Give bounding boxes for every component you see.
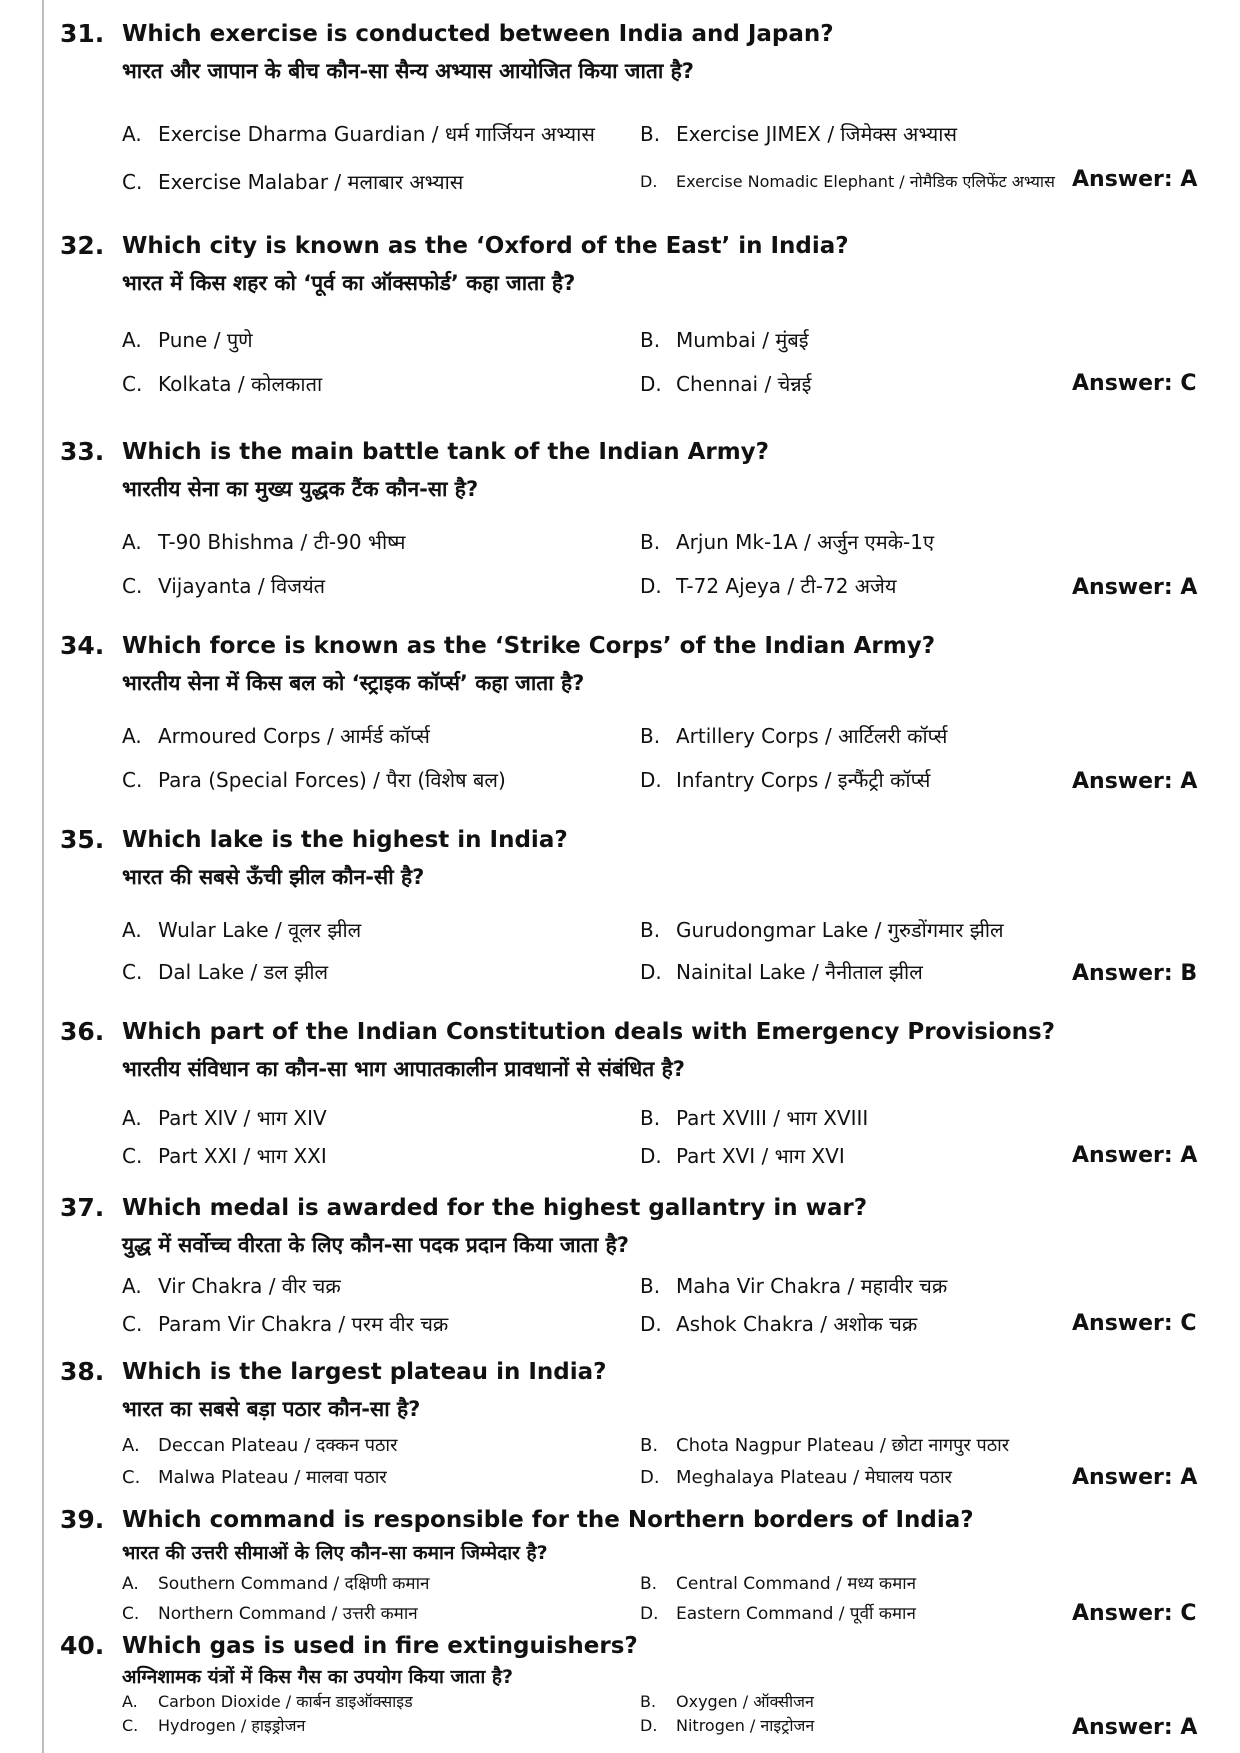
option-letter: B. [640, 328, 661, 352]
option-text: T-72 Ajeya / टी-72 अजेय [676, 574, 897, 598]
option-b [640, 916, 1004, 944]
question-text-hi: भारत की उत्तरी सीमाओं के लिए कौन-सा कमान जिम्मेदार है? [122, 1542, 548, 1564]
option-d [640, 1602, 916, 1626]
answer-label: Answer: A [1072, 167, 1198, 192]
option-letter: B. [640, 1274, 661, 1298]
option-d [640, 1714, 814, 1738]
option-letter: B. [640, 530, 661, 554]
question-text-en: Which is the largest plateau in India? [122, 1359, 607, 1385]
option-letter: D. [640, 768, 662, 792]
option-letter: A. [122, 1435, 140, 1456]
option-letter: D. [640, 172, 658, 191]
option-letter: C. [122, 768, 143, 792]
option-a [122, 1104, 327, 1132]
answer-label: Answer: C [1072, 371, 1197, 396]
option-letter: D. [640, 1716, 658, 1735]
option-letter: B. [640, 122, 661, 146]
question-text-hi: भारत और जापान के बीच कौन-सा सैन्य अभ्यास आयोजित किया जाता है? [122, 59, 694, 83]
option-text: Deccan Plateau / दक्कन पठार [158, 1435, 398, 1456]
option-letter: B. [640, 1106, 661, 1130]
question-number: 39. [60, 1505, 105, 1534]
option-c [122, 958, 328, 986]
option-text: Part XIV / भाग XIV [158, 1106, 327, 1130]
question-number: 31. [60, 19, 105, 48]
option-text: Part XVI / भाग XVI [676, 1144, 845, 1168]
question-text-hi: भारत की सबसे ऊँची झील कौन-सी है? [122, 865, 425, 889]
question-text-hi: भारतीय सेना का मुख्य युद्धक टैंक कौन-सा है? [122, 477, 479, 501]
option-b [640, 1572, 916, 1596]
option-text: Part XXI / भाग XXI [158, 1144, 327, 1168]
question-number: 32. [60, 231, 105, 260]
answer-label: Answer: C [1072, 1601, 1197, 1626]
option-c [122, 1602, 418, 1626]
option-letter: C. [122, 372, 143, 396]
question-text-hi: भारतीय सेना में किस बल को ‘स्ट्राइक कॉर्प्स’ कहा जाता है? [122, 671, 585, 695]
option-text: Chota Nagpur Plateau / छोटा नागपुर पठार [676, 1435, 1010, 1456]
question-text-en: Which exercise is conducted between India and Japan? [122, 21, 834, 47]
option-b [640, 120, 957, 148]
option-c [122, 1464, 387, 1492]
answer-label: Answer: A [1072, 575, 1198, 600]
option-d [640, 1464, 952, 1492]
option-d [640, 168, 1055, 196]
option-d [640, 766, 930, 794]
option-text: Dal Lake / डल झील [158, 960, 329, 984]
option-c [122, 572, 325, 600]
option-text: Mumbai / मुंबई [676, 328, 809, 352]
option-text: Meghalaya Plateau / मेघालय पठार [676, 1467, 953, 1488]
option-text: Vir Chakra / वीर चक्र [158, 1274, 341, 1298]
option-text: T-90 Bhishma / टी-90 भीष्म [158, 530, 406, 554]
option-text: Param Vir Chakra / परम वीर चक्र [158, 1312, 449, 1336]
question-text-hi: भारत का सबसे बड़ा पठार कौन-सा है? [122, 1397, 421, 1421]
option-d [640, 1310, 917, 1338]
answer-label: Answer: A [1072, 769, 1198, 794]
option-text: Malwa Plateau / मालवा पठार [158, 1467, 387, 1488]
option-text: Central Command / मध्य कमान [676, 1574, 917, 1594]
left-margin-line [42, 0, 44, 1753]
option-text: Part XVIII / भाग XVIII [676, 1106, 869, 1130]
question-text-en: Which command is responsible for the Northern borders of India? [122, 1507, 974, 1533]
question-text-hi: भारत में किस शहर को ‘पूर्व का ऑक्सफोर्ड’ कहा जाता है? [122, 271, 576, 295]
option-b [640, 1272, 947, 1300]
question-text-hi: भारतीय संविधान का कौन-सा भाग आपातकालीन प्रावधानों से संबंधित है? [122, 1057, 685, 1081]
option-c [122, 1714, 305, 1738]
option-text: Chennai / चेन्नई [676, 372, 812, 396]
option-c [122, 370, 322, 398]
option-letter: A. [122, 1106, 142, 1130]
option-letter: A. [122, 1574, 139, 1594]
option-b [640, 1104, 868, 1132]
question-text-en: Which force is known as the ‘Strike Corps’ of the Indian Army? [122, 633, 936, 659]
option-d [640, 370, 811, 398]
option-letter: A. [122, 724, 142, 748]
option-text: Nainital Lake / नैनीताल झील [676, 960, 923, 984]
question-number: 35. [60, 825, 105, 854]
answer-label: Answer: A [1072, 1465, 1198, 1490]
question-number: 33. [60, 437, 105, 466]
option-d [640, 572, 897, 600]
question-number: 36. [60, 1017, 105, 1046]
option-b [640, 326, 809, 354]
option-text: Exercise JIMEX / जिमेक्स अभ्यास [676, 122, 957, 146]
option-b [640, 1690, 814, 1714]
option-text: Artillery Corps / आर्टिलरी कॉर्प्स [676, 724, 948, 748]
question-text-hi: युद्ध में सर्वोच्च वीरता के लिए कौन-सा पदक प्रदान किया जाता है? [122, 1233, 629, 1257]
option-letter: A. [122, 530, 142, 554]
option-letter: A. [122, 328, 142, 352]
option-text: Oxygen / ऑक्सीजन [676, 1692, 814, 1711]
option-text: Nitrogen / नाइट्रोजन [676, 1716, 815, 1735]
option-letter: B. [640, 724, 661, 748]
option-letter: D. [640, 960, 662, 984]
option-text: Arjun Mk-1A / अर्जुन एमके-1ए [676, 530, 935, 554]
option-c [122, 168, 463, 196]
option-text: Maha Vir Chakra / महावीर चक्र [676, 1274, 948, 1298]
option-text: Infantry Corps / इन्फैंट्री कॉर्प्स [676, 768, 931, 792]
option-letter: B. [640, 1574, 658, 1594]
option-letter: C. [122, 574, 143, 598]
option-letter: D. [640, 1312, 662, 1336]
question-number: 34. [60, 631, 105, 660]
option-letter: C. [122, 960, 143, 984]
option-text: Ashok Chakra / अशोक चक्र [676, 1312, 918, 1336]
answer-label: Answer: C [1072, 1311, 1197, 1336]
question-text-hi: अग्निशामक यंत्रों में किस गैस का उपयोग किया जाता है? [122, 1666, 514, 1688]
option-letter: C. [122, 1467, 141, 1488]
option-a [122, 722, 430, 750]
question-text-en: Which medal is awarded for the highest gallantry in war? [122, 1195, 868, 1221]
option-letter: C. [122, 1604, 140, 1624]
option-a [122, 528, 405, 556]
option-text: Hydrogen / हाइड्रोजन [158, 1716, 306, 1735]
option-letter: B. [640, 1692, 657, 1711]
question-number: 37. [60, 1193, 105, 1222]
option-letter: C. [122, 1312, 143, 1336]
option-text: Exercise Malabar / मलाबार अभ्यास [158, 170, 464, 194]
option-letter: D. [640, 574, 662, 598]
option-text: Pune / पुणे [158, 328, 253, 352]
option-letter: C. [122, 170, 143, 194]
option-a [122, 326, 253, 354]
answer-label: Answer: B [1072, 961, 1198, 986]
option-letter: D. [640, 372, 662, 396]
option-b [640, 722, 947, 750]
option-a [122, 1272, 341, 1300]
option-letter: A. [122, 1692, 138, 1711]
question-number: 40. [60, 1631, 105, 1660]
question-text-en: Which lake is the highest in India? [122, 827, 568, 853]
option-text: Para (Special Forces) / पैरा (विशेष बल) [158, 768, 506, 792]
option-text: Northern Command / उत्तरी कमान [158, 1604, 418, 1624]
option-a [122, 916, 361, 944]
option-d [640, 1142, 845, 1170]
answer-label: Answer: A [1072, 1715, 1198, 1740]
option-text: Vijayanta / विजयंत [158, 574, 326, 598]
option-b [640, 528, 934, 556]
question-number: 38. [60, 1357, 105, 1386]
option-text: Armoured Corps / आर्मर्ड कॉर्प्स [158, 724, 430, 748]
option-c [122, 1310, 448, 1338]
question-text-en: Which gas is used in fire extinguishers? [122, 1633, 638, 1659]
option-text: Exercise Dharma Guardian / धर्म गार्जियन अभ्यास [158, 122, 595, 146]
question-text-en: Which is the main battle tank of the Indian Army? [122, 439, 770, 465]
option-letter: A. [122, 1274, 142, 1298]
option-letter: A. [122, 122, 142, 146]
option-d [640, 958, 923, 986]
option-letter: C. [122, 1716, 139, 1735]
option-text: Wular Lake / वूलर झील [158, 918, 362, 942]
answer-label: Answer: A [1072, 1143, 1198, 1168]
option-a [122, 120, 595, 148]
option-letter: B. [640, 1435, 659, 1456]
question-text-en: Which city is known as the ‘Oxford of the East’ in India? [122, 233, 849, 259]
option-letter: D. [640, 1604, 659, 1624]
option-text: Eastern Command / पूर्वी कमान [676, 1604, 916, 1624]
option-letter: D. [640, 1467, 660, 1488]
option-letter: D. [640, 1144, 662, 1168]
option-c [122, 766, 506, 794]
option-text: Southern Command / दक्षिणी कमान [158, 1574, 430, 1594]
option-text: Gurudongmar Lake / गुरुडोंगमार झील [676, 918, 1004, 942]
option-text: Exercise Nomadic Elephant / नोमैडिक एलिफेंट अभ्यास [676, 172, 1055, 191]
option-a [122, 1572, 429, 1596]
option-text: Kolkata / कोलकाता [158, 372, 323, 396]
question-text-en: Which part of the Indian Constitution deals with Emergency Provisions? [122, 1019, 1056, 1045]
option-letter: B. [640, 918, 661, 942]
option-a [122, 1690, 413, 1714]
option-letter: A. [122, 918, 142, 942]
option-a [122, 1432, 397, 1460]
option-c [122, 1142, 327, 1170]
option-b [640, 1432, 1009, 1460]
option-text: Carbon Dioxide / कार्बन डाइऑक्साइड [158, 1692, 413, 1711]
option-letter: C. [122, 1144, 143, 1168]
